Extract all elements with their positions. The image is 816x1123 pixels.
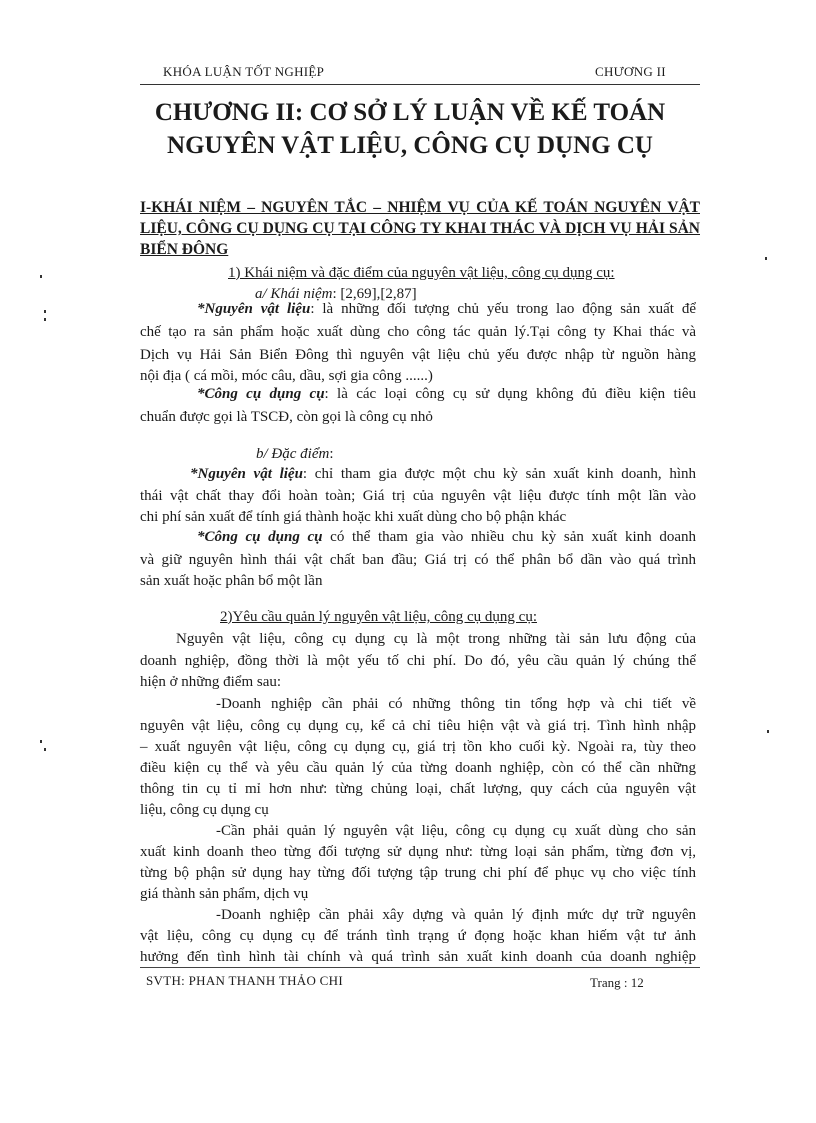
requirement-1-line-2: nguyên vật liệu, công cụ dụng cụ, kể cả chỉ tiêu hiện vật và giá trị. Tình hình nhập [140, 718, 696, 734]
requirement-1-line-6: liệu, công cụ dụng cụ [140, 802, 269, 818]
chapter-title-line-1: CHƯƠNG II: CƠ SỞ LÝ LUẬN VỀ KẾ TOÁN [154, 99, 666, 126]
requirement-3-line-3: hưởng đến tình hình tài chính và quá trình sản xuất kinh doanh của doanh nghiệp [140, 949, 696, 965]
ccdc-char-text-1: có thể tham gia vào nhiều chu kỳ sản xuất kinh doanh [322, 529, 696, 545]
chapter-title-line-2: NGUYÊN VẬT LIỆU, CÔNG CỤ DỤNG CỤ [167, 132, 653, 159]
requirement-2-line-3: từng bộ phận sử dụng hay từng đối tượng tập trung chi phí để phục vụ cho việc tính [140, 865, 696, 881]
ccdc-characteristic-line-2: và giữ nguyên hình thái vật chất ban đầu; Giá trị có thể phân bổ dần vào quá trình [140, 552, 696, 568]
header-divider [140, 84, 700, 85]
ccdc-term: *Công cụ dụng cụ [197, 386, 325, 402]
nvl-char-text-1: : chỉ tham gia được một chu kỳ sản xuất kinh doanh, hình [302, 466, 696, 482]
nvl-definition-line-4: nội địa ( cá mồi, móc câu, dầu, sợi gia công ......) [140, 368, 433, 384]
requirement-1-line-1: -Doanh nghiệp cần phải có những thông tin tổng hợp và chi tiết về [216, 696, 696, 712]
scan-speck [44, 310, 46, 313]
requirements-intro-line-1: Nguyên vật liệu, công cụ dụng cụ là một trong những tài sản lưu động của [176, 631, 696, 647]
footer-divider [140, 967, 700, 968]
ccdc-text-1: : là các loại công cụ sử dụng không đủ điều kiện tiêu [324, 386, 696, 402]
requirements-intro-line-3: hiện ở những điểm sau: [140, 674, 282, 690]
scan-speck [40, 740, 42, 743]
ccdc-characteristic-line-1 [197, 529, 696, 546]
section-title: I-KHÁI NIỆM – NGUYÊN TẮC – NHIỆM VỤ CỦA KẾ TOÁN NGUYÊN VẬT LIỆU, CÔNG CỤ DỤNG CỤ TẠI CÔNG TY KHAI THÁC VÀ DỊCH VỤ HẢI SẢN BIỂN ĐÔNG [140, 199, 700, 258]
characteristics-heading [256, 446, 812, 463]
ccdc-definition-line-2: chuẩn được gọi là TSCĐ, còn gọi là công cụ nhỏ [140, 409, 433, 425]
requirement-1-line-3: – xuất nguyên vật liệu, công cụ dụng cụ, giá trị tồn kho cuối kỳ. Ngoài ra, tùy theo [140, 739, 696, 755]
nvl-definition-line-3: Dịch vụ Hải Sản Biển Đông thì nguyên vật liệu chủ yếu được nhập từ nguồn hàng [140, 347, 696, 363]
scan-speck [44, 318, 46, 321]
scan-speck [44, 748, 46, 751]
requirement-3-line-2: vật liệu, công cụ dụng cụ để tránh tình trạng ứ đọng hoặc khan hiếm vật tư ảnh [140, 928, 696, 944]
nvl-characteristic-line-2: thái vật chất thay đổi hoàn toàn; Giá trị của nguyên vật liệu được tính một lần vào [140, 488, 696, 504]
chapter-title [100, 96, 720, 162]
requirement-1-line-4: điều kiện cụ thể và yêu cầu quản lý của từng doanh nghiệp, còn có thể cần những [140, 760, 696, 776]
requirement-2-line-2: xuất kinh doanh theo từng đối tượng sử dụng như: từng loại sản phẩm, từng đơn vị, [140, 844, 696, 860]
requirements-intro-line-2: doanh nghiệp, đồng thời là một yếu tố chi phí. Do đó, yêu cầu quản lý chúng thể [140, 653, 696, 669]
definition-refs: : [2,69],[2,87] [332, 286, 417, 302]
header-right: CHƯƠNG II [595, 64, 666, 79]
scan-speck [40, 275, 42, 278]
ccdc-definition-line-1 [197, 386, 696, 403]
characteristics-colon: : [329, 446, 334, 462]
requirement-1-line-5: thông tin cụ tỉ mỉ hơn như: từng chủng loại, chất lượng, quy cách của nguyên vật [140, 781, 696, 797]
characteristics-label: b/ Đặc điểm [256, 446, 330, 462]
subsection-1-title: 1) Khái niệm và đặc điểm của nguyên vật liệu, công cụ dụng cụ: [228, 265, 615, 281]
requirement-2-line-1: -Cần phải quản lý nguyên vật liệu, công cụ dụng cụ xuất dùng cho sản [216, 823, 696, 839]
ccdc-characteristic-line-3: sản xuất hoặc phân bổ một lần [140, 573, 323, 589]
scan-speck [765, 257, 767, 260]
nvl-definition-line-1 [197, 301, 696, 318]
requirement-2-line-4: giá thành sản phẩm, dịch vụ [140, 886, 309, 902]
nvl-definition-line-2: chế tạo ra sản phẩm hoặc xuất dùng cho công tác quản lý.Tại công ty Khai thác và [140, 324, 696, 340]
requirement-3-line-1: -Doanh nghiệp cần phải xây dựng và quản lý định mức dự trữ nguyên [216, 907, 696, 923]
scan-speck [767, 730, 769, 733]
footer-page-number: Trang : 12 [590, 975, 644, 990]
nvl-text-1: : là những đối tượng chủ yếu trong lao động sản xuất để [310, 301, 696, 317]
nvl-char-term: *Nguyên vật liệu [190, 466, 303, 482]
nvl-characteristic-line-1 [190, 466, 696, 483]
nvl-term: *Nguyên vật liệu [197, 301, 311, 317]
footer-author: SVTH: PHAN THANH THẢO CHI [146, 973, 343, 988]
subsection-2-title: 2)Yêu cầu quản lý nguyên vật liệu, công cụ dụng cụ: [220, 609, 537, 625]
definition-label: a/ Khái niệm [255, 286, 333, 302]
ccdc-char-term: *Công cụ dụng cụ [197, 529, 323, 545]
header-left: KHÓA LUẬN TỐT NGHIỆP [163, 64, 325, 79]
nvl-characteristic-line-3: chi phí sản xuất để tính giá thành hoặc khi xuất dùng cho bộ phận khác [140, 509, 567, 525]
